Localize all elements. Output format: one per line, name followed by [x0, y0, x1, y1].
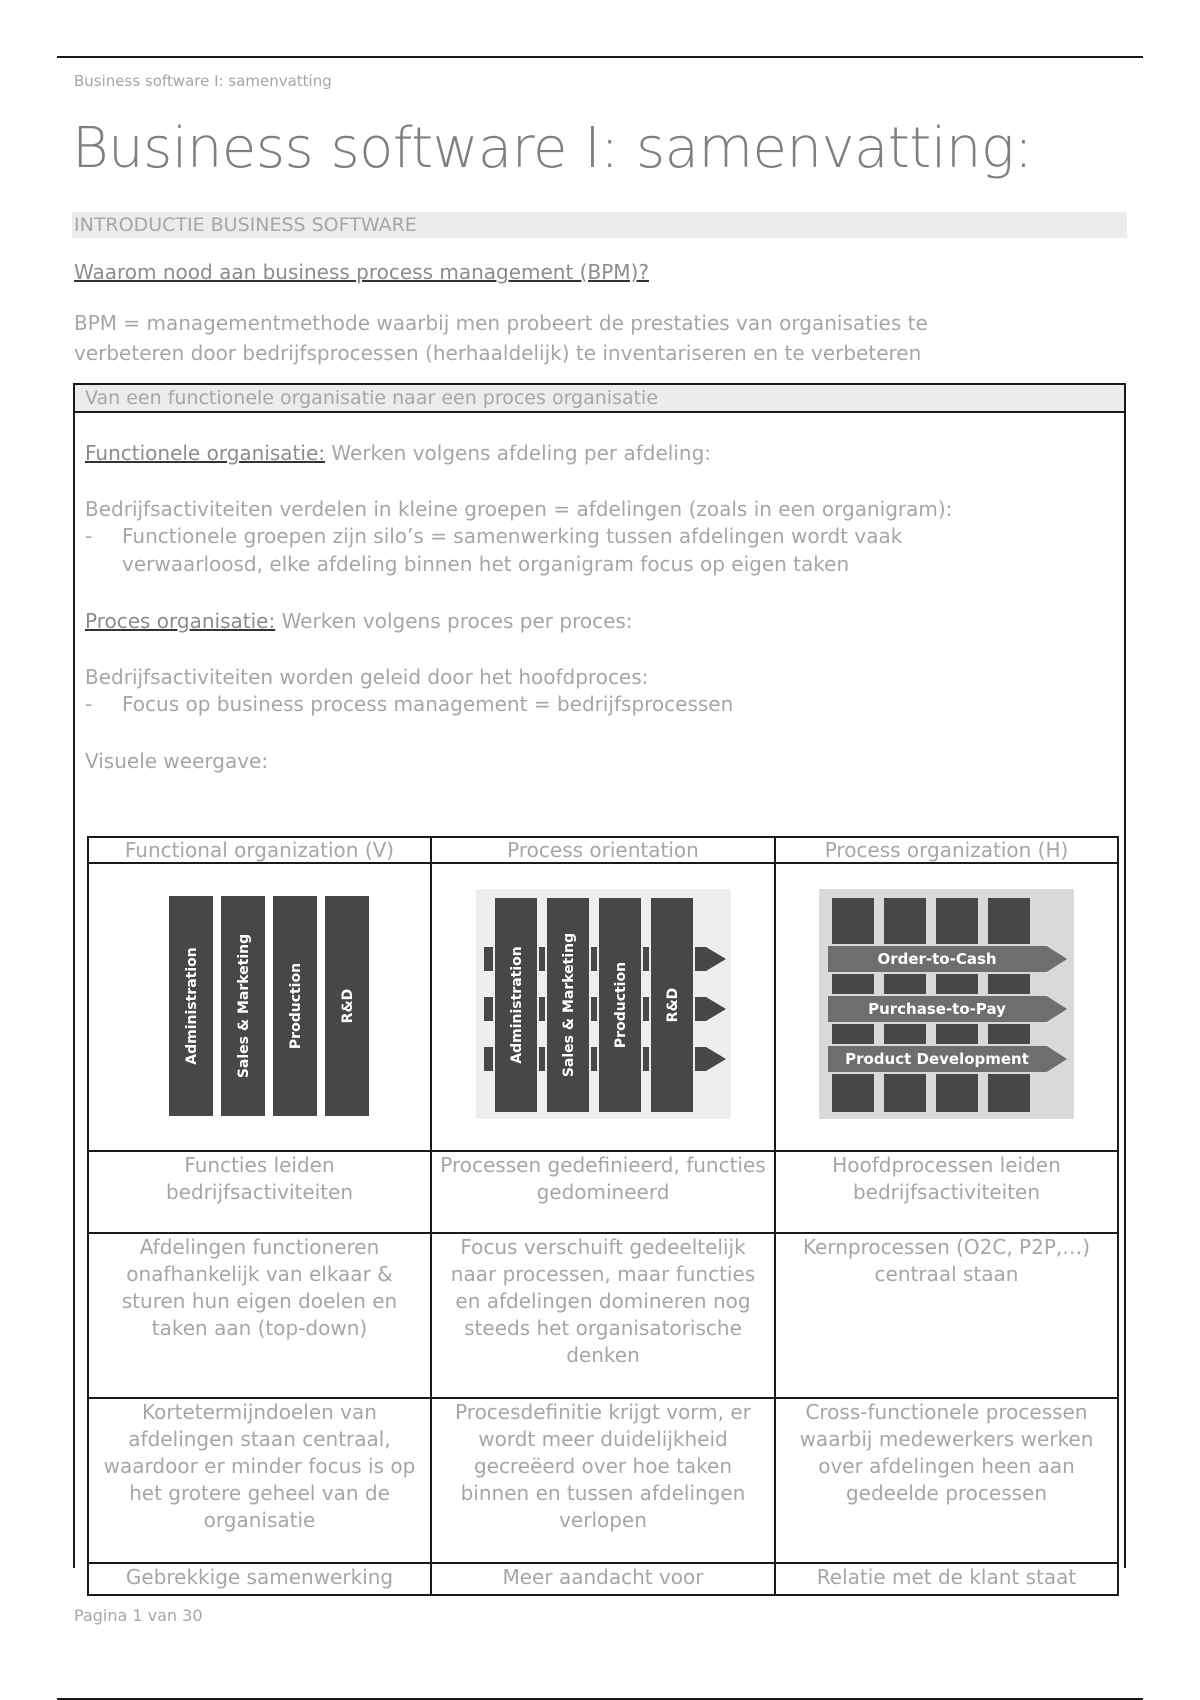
table-cell: Procesdefinitie krijgt vorm, er wordt meer duidelijkheid gecreëerd over hoe taken binnen en tussen afdelingen verlopen — [431, 1398, 775, 1563]
process-label: Product Development — [845, 1049, 1029, 1068]
functional-org-text: Werken volgens afdeling per afdeling: — [325, 441, 712, 465]
functional-org-label: Functionele organisatie: — [85, 441, 325, 465]
dept-label: Production — [612, 961, 629, 1048]
dept-label: Administration — [184, 947, 200, 1065]
table-cell: Gebrekkige samenwerking — [88, 1563, 431, 1595]
comparison-table — [87, 836, 1119, 1596]
process-organization-diagram — [819, 889, 1074, 1119]
section-heading: INTRODUCTIE BUSINESS SOFTWARE — [74, 214, 417, 236]
process-label: Purchase-to-Pay — [868, 999, 1006, 1018]
table-cell: Meer aandacht voor — [431, 1563, 775, 1595]
box-heading: Van een functionele organisatie naar een proces organisatie — [75, 385, 1124, 413]
bullet-dash: - — [85, 692, 93, 716]
bullet-dash: - — [85, 524, 93, 548]
bpm-definition — [74, 308, 1124, 368]
process-org-text: Werken volgens proces per proces: — [275, 609, 633, 633]
page-number: Pagina 1 van 30 — [74, 1606, 203, 1625]
organisation-comparison-box — [73, 383, 1126, 1589]
table-cell: Functies leiden bedrijfsactiviteiten — [88, 1151, 431, 1233]
table-row — [88, 1563, 1118, 1595]
question-heading: Waarom nood aan business process management (BPM)? — [74, 260, 649, 284]
process-org-intro: Bedrijfsactiviteiten worden geleid door het hoofdproces: — [85, 665, 649, 689]
functional-diagram-cell — [88, 863, 431, 1151]
dept-label: Administration — [508, 945, 525, 1064]
dept-label: R&D — [664, 987, 681, 1022]
table-header-row — [88, 837, 1118, 863]
top-rule — [57, 56, 1143, 58]
header-process-organization: Process organization (H) — [775, 837, 1118, 863]
table-cell: Hoofdprocessen leiden bedrijfsactiviteiten — [775, 1151, 1118, 1233]
page-title: Business software I: samenvatting: — [72, 116, 1033, 181]
table-cell: Processen gedefinieerd, functies gedomineerd — [431, 1151, 775, 1233]
dept-label: Sales & Marketing — [236, 933, 252, 1079]
bpm-definition-line-2: verbeteren door bedrijfsprocessen (herhaaldelijk) te inventariseren en te verbeteren — [74, 341, 922, 365]
process-org-label: Proces organisatie: — [85, 609, 276, 633]
table-row — [88, 1151, 1118, 1233]
header-process-orientation: Process orientation — [431, 837, 775, 863]
process-org-line — [85, 609, 633, 633]
visual-label: Visuele weergave: — [85, 749, 269, 773]
process-label: Order-to-Cash — [877, 949, 997, 968]
diagram-row — [88, 863, 1118, 1151]
orientation-diagram-cell — [431, 863, 775, 1151]
dept-label: Production — [288, 962, 304, 1050]
table-cell: Afdelingen functioneren onafhankelijk van elkaar & sturen hun eigen doelen en taken aan (top-down) — [88, 1233, 431, 1398]
process-org-bullet: Focus op business process management = bedrijfsprocessen — [122, 692, 734, 716]
table-cell: Kernprocessen (O2C, P2P,…) centraal staan — [775, 1233, 1118, 1398]
table-cell: Cross-functionele processen waarbij medewerkers werken over afdelingen heen aan gedeelde processen — [775, 1398, 1118, 1563]
running-header: Business software I: samenvatting — [74, 72, 332, 90]
functional-org-line — [85, 441, 711, 465]
table-row — [88, 1233, 1118, 1398]
table-cell: Kortetermijndoelen van afdelingen staan centraal, waardoor er minder focus is op het grotere geheel van de organisatie — [88, 1398, 431, 1563]
functional-org-diagram — [157, 891, 362, 1116]
functional-org-bullet-line-1: Functionele groepen zijn silo’s = samenwerking tussen afdelingen wordt vaak — [122, 524, 903, 548]
functional-org-bullet-line-2: verwaarloosd, elke afdeling binnen het organigram focus op eigen taken — [122, 552, 850, 576]
header-functional: Functional organization (V) — [88, 837, 431, 863]
process-org-diagram-cell — [775, 863, 1118, 1151]
dept-label: R&D — [340, 988, 356, 1024]
table-row — [88, 1398, 1118, 1563]
table-cell: Focus verschuift gedeeltelijk naar processen, maar functies en afdelingen domineren nog steeds het organisatorische denken — [431, 1233, 775, 1398]
table-cell: Relatie met de klant staat — [775, 1563, 1118, 1595]
process-orientation-diagram — [476, 889, 731, 1119]
bpm-definition-line-1: BPM = managementmethode waarbij men probeert de prestaties van organisaties te — [74, 311, 928, 335]
functional-org-intro: Bedrijfsactiviteiten verdelen in kleine groepen = afdelingen (zoals in een organigram): — [85, 497, 953, 521]
dept-label: Sales & Marketing — [560, 932, 577, 1077]
